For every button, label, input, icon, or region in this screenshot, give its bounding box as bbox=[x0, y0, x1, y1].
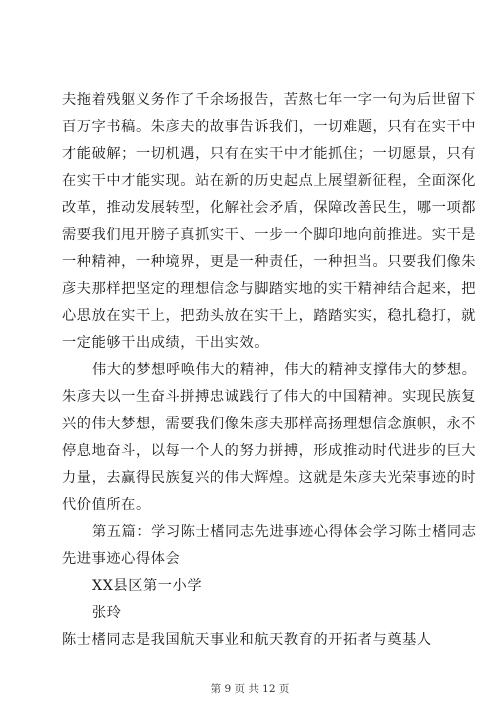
text-line: 心思放在实干上，把劲头放在实干上，踏踏实实，稳扎稳打，就 bbox=[62, 308, 477, 324]
school-name: XX县区第一小学 bbox=[92, 578, 203, 594]
text-line: 彦夫那样把坚定的理想信念与脚踏实地的实干精神结合起来，把 bbox=[62, 281, 477, 297]
text-line: 力量，去赢得民族复兴的伟大辉煌。这就是朱彦夫光荣事迹的时 bbox=[62, 470, 477, 486]
section-heading: 先进事迹心得体会 bbox=[62, 551, 181, 567]
text-line: 代价值所在。 bbox=[62, 497, 151, 513]
text-line: 朱彦夫以一生奋斗拼搏忠诚践行了伟大的中国精神。实现民族复 bbox=[62, 389, 477, 405]
text-line: 才能破解；一切机遇，只有在实干中才能抓住；一切愿景，只有 bbox=[62, 146, 477, 162]
text-line: 一种精神，一种境界，更是一种责任，一种担当。只要我们像朱 bbox=[62, 254, 477, 270]
text-line: 伟大的梦想呼唤伟大的精神，伟大的精神支撑伟大的梦想。 bbox=[92, 362, 477, 378]
section-heading: 第五篇：学习陈士榰同志先进事迹心得体会学习陈士榰同志 bbox=[92, 524, 477, 540]
text-line: 陈士榰同志是我国航天事业和航天教育的开拓者与奠基人 bbox=[62, 632, 432, 648]
text-line: 夫拖着残躯义务作了千余场报告，苦熬七年一字一句为后世留下 bbox=[62, 92, 477, 108]
author-name: 张玲 bbox=[92, 605, 122, 621]
text-line: 一定能够干出成绩，干出实效。 bbox=[62, 335, 270, 351]
text-line: 停息地奋斗，以每一个人的努力拼搏，形成推动时代进步的巨大 bbox=[62, 443, 477, 459]
text-line: 需要我们甩开膀子真抓实干、一步一个脚印地向前推进。实干是 bbox=[62, 227, 477, 243]
text-line: 在实干中才能实现。站在新的历史起点上展望新征程，全面深化 bbox=[62, 173, 477, 189]
text-line: 兴的伟大梦想，需要我们像朱彦夫那样高扬理想信念旗帜，永不 bbox=[62, 416, 477, 432]
text-line: 百万字书稿。朱彦夫的故事告诉我们，一切难题，只有在实干中 bbox=[62, 119, 477, 135]
page-number-footer: 第 9 页 共 12 页 bbox=[210, 683, 290, 695]
text-line: 改革，推动发展转型，化解社会矛盾，保障改善民生，哪一项都 bbox=[62, 200, 477, 216]
